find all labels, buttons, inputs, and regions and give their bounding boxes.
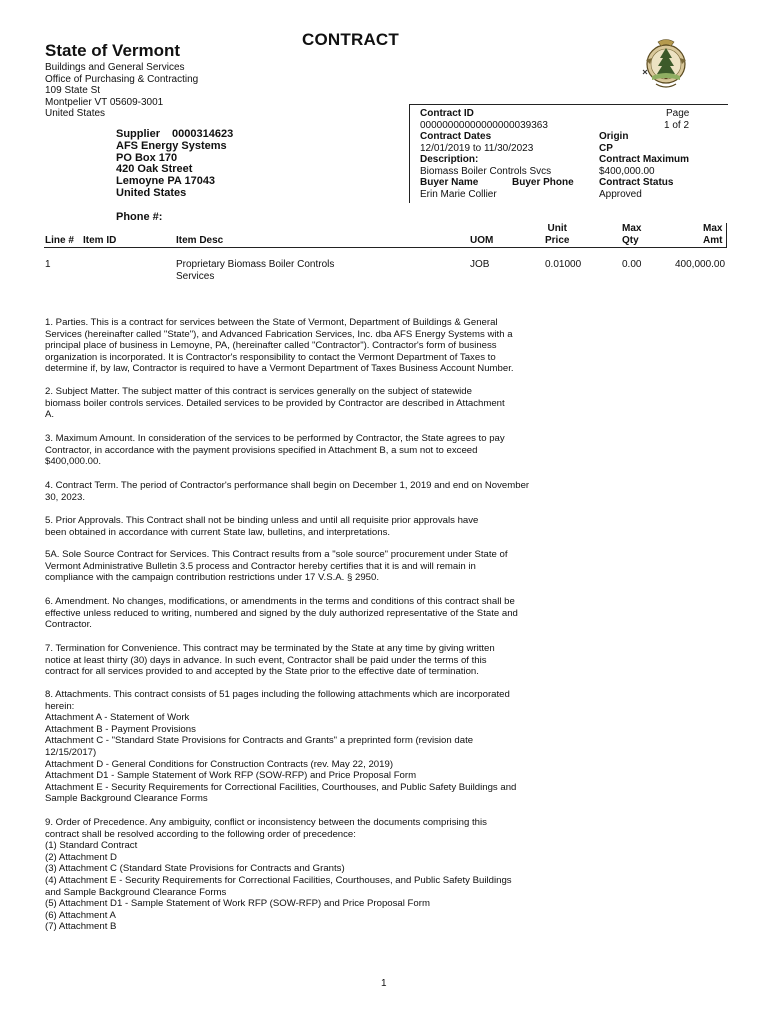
- issuer-name: State of Vermont: [45, 41, 181, 60]
- paragraph-line: $400,000.00.: [45, 456, 102, 468]
- contract-dates-value: 12/01/2019 to 11/30/2023: [420, 143, 534, 154]
- supplier-address-line: 420 Oak Street: [116, 163, 193, 176]
- paragraph-line: 5. Prior Approvals. This Contract shall not be binding unless and until all requisite prior approvals have: [45, 515, 479, 526]
- paragraph-line: Attachment C - "Standard State Provisions for Contracts and Grants" a preprinted form (revision date: [45, 735, 474, 747]
- address-line: Buildings and General Services: [45, 62, 185, 73]
- paragraph-line: 8. Attachments. This contract consists of 51 pages including the following attachments which are incorporated: [45, 689, 510, 700]
- col-max-qty-header-1: Max: [622, 223, 642, 234]
- paragraph-line: (6) Attachment A: [45, 909, 116, 921]
- paragraph-line: and Sample Background Clearance Forms: [45, 886, 227, 898]
- paragraph-line: 1. Parties. This is a contract for services between the State of Vermont, Department of Buildings & General: [45, 317, 498, 328]
- col-uom-header: UOM: [470, 235, 494, 246]
- col-item-desc-header: Item Desc: [176, 235, 224, 246]
- section-attachments: [45, 689, 565, 805]
- paragraph-line: 9. Order of Precedence. Any ambiguity, conflict or inconsistency between the documents comprising this: [45, 817, 487, 828]
- paragraph-line: Attachment D - General Conditions for Construction Contracts (rev. May 22, 2019): [45, 758, 394, 770]
- supplier-id: 0000314623: [172, 128, 234, 140]
- paragraph-line: A.: [45, 409, 55, 421]
- description-value: Biomass Boiler Controls Svcs: [420, 166, 552, 177]
- col-line-header: Line #: [45, 235, 74, 246]
- paragraph-line: (4) Attachment E - Security Requirements for Correctional Facilities, Courthouses, and Public Safety Buildings: [45, 874, 512, 886]
- paragraph-line: Vermont Administrative Bulletin 3.5 process and Contractor hereby certifies that it is and will remain in: [45, 560, 476, 572]
- supplier-label: Supplier: [116, 128, 161, 140]
- paragraph-line: compliance with the campaign contribution restrictions under 17 V.S.A. § 2950.: [45, 572, 380, 584]
- page-value: 1 of 2: [664, 120, 690, 131]
- paragraph-line: 5A. Sole Source Contract for Services. This Contract results from a "sole source" procurement under State of: [45, 549, 508, 560]
- row-line-number: 1: [45, 259, 51, 270]
- address-line: Office of Purchasing & Contracting: [45, 73, 199, 85]
- row-uom: JOB: [470, 259, 490, 270]
- section-subject-matter: [45, 386, 565, 421]
- paragraph-line: Attachment D1 - Sample Statement of Work RFP (SOW-RFP) and Price Proposal Form: [45, 770, 417, 782]
- paragraph-line: been obtained in accordance with current State law, bulletins, and interpretations.: [45, 526, 391, 538]
- origin-label: Origin: [599, 131, 629, 142]
- paragraph-line: contract for all services provided to and accepted by the State prior to the effective date of termination.: [45, 666, 479, 678]
- paragraph-line: contract shall be resolved according to the following order of precedence:: [45, 828, 356, 840]
- col-unit-price-header-1: Unit: [547, 223, 567, 234]
- paragraph-line: 30, 2023.: [45, 491, 86, 503]
- paragraph-line: 12/15/2017): [45, 746, 97, 758]
- supplier-block: [116, 129, 233, 200]
- row-item-desc: Proprietary Biomass Boiler Controls: [176, 259, 335, 270]
- description-label: Description:: [420, 154, 479, 165]
- contract-maximum-value: $400,000.00: [599, 166, 655, 177]
- address-line: United States: [45, 108, 106, 120]
- col-item-id-header: Item ID: [83, 235, 117, 246]
- col-max-amt-header-1: Max: [703, 223, 723, 234]
- paragraph-line: Contractor.: [45, 619, 92, 631]
- paragraph-line: Sample Background Clearance Forms: [45, 793, 208, 805]
- document-title: CONTRACT: [302, 30, 399, 49]
- issuer-address: [45, 62, 198, 120]
- contract-dates-label: Contract Dates: [420, 131, 492, 142]
- paragraph-line: (2) Attachment D: [45, 851, 117, 863]
- buyer-phone-label: Buyer Phone: [512, 177, 574, 188]
- contract-id-value: 00000000000000000039363: [420, 120, 548, 131]
- paragraph-line: biomass boiler controls services. Detailed services to be provided by Contractor are described in Attachment: [45, 397, 505, 409]
- section-amendment: [45, 596, 565, 631]
- contract-status-label: Contract Status: [599, 177, 674, 188]
- row-max-qty: 0.00: [622, 259, 642, 270]
- paragraph-line: Services (hereinafter called "State"), and Advanced Fabrication Services, Inc. dba AFS Energy Systems with a: [45, 328, 513, 340]
- paragraph-line: (5) Attachment D1 - Sample Statement of Work RFP (SOW-RFP) and Price Proposal Form: [45, 898, 430, 910]
- supplier-name: AFS Energy Systems: [116, 139, 227, 152]
- col-unit-price-header-2: Price: [545, 235, 570, 246]
- col-max-qty-header-2: Qty: [622, 235, 639, 246]
- state-seal-icon: [638, 36, 694, 92]
- buyer-name-label: Buyer Name: [420, 177, 479, 188]
- origin-value: CP: [599, 143, 613, 154]
- supplier-address-line: PO Box 170: [116, 151, 178, 164]
- contract-status-value: Approved: [599, 189, 642, 200]
- supplier-address-line: Lemoyne PA 17043: [116, 175, 216, 188]
- section-contract-term: [45, 480, 565, 503]
- paragraph-line: (3) Attachment C (Standard State Provisions for Contracts and Grants): [45, 863, 345, 875]
- col-max-amt-header-2: Amt: [703, 235, 723, 246]
- row-max-amt: 400,000.00: [675, 259, 726, 270]
- paragraph-line: principal place of business in Lemoyne, PA, (hereinafter called "Contractor"). Contractor's form of business: [45, 340, 497, 352]
- paragraph-line: Attachment B - Payment Provisions: [45, 723, 196, 735]
- section-prior-approvals: [45, 515, 565, 538]
- paragraph-line: herein:: [45, 700, 75, 712]
- contract-id-label: Contract ID: [420, 108, 474, 119]
- paragraph-line: 6. Amendment. No changes, modifications, or amendments in the terms and conditions of this contract shall be: [45, 596, 515, 607]
- paragraph-line: organization is incorporated. It is Contractor's responsibility to contact the Vermont Department of Taxes to: [45, 351, 496, 363]
- section-sole-source: [45, 549, 565, 584]
- section-maximum-amount: [45, 433, 565, 468]
- paragraph-line: effective unless reduced to writing, numbered and signed by the duly authorized representative of the State and: [45, 607, 518, 619]
- section-parties: [45, 317, 565, 375]
- page-number: 1: [381, 978, 387, 989]
- buyer-name-value: Erin Marie Collier: [420, 189, 497, 200]
- row-unit-price: 0.01000: [545, 259, 582, 270]
- paragraph-line: 2. Subject Matter. The subject matter of this contract is services generally on the subject of statewide: [45, 386, 472, 397]
- supplier-address-line: United States: [116, 186, 187, 199]
- paragraph-line: Attachment E - Security Requirements for Correctional Facilities, Courthouses, and Public Safety Buildings and: [45, 781, 517, 793]
- section-termination: [45, 643, 565, 678]
- row-item-desc-cont: Services: [176, 271, 215, 282]
- paragraph-line: Attachment A - Statement of Work: [45, 712, 190, 724]
- paragraph-line: notice at least thirty (30) days in advance. In such event, Contractor shall be paid under the terms of this: [45, 654, 487, 666]
- paragraph-line: 3. Maximum Amount. In consideration of the services to be performed by Contractor, the State agrees to pay: [45, 433, 505, 444]
- paragraph-line: 4. Contract Term. The period of Contractor's performance shall begin on December 1, 2019 and end on November: [45, 480, 530, 491]
- page-label: Page: [666, 108, 690, 119]
- section-order-of-precedence: [45, 817, 565, 933]
- phone-label: Phone #:: [116, 211, 163, 223]
- paragraph-line: Contractor, in accordance with the payment provisions specified in Attachment B, a sum not to exceed: [45, 444, 478, 456]
- paragraph-line: determine if, by law, Contractor is required to have a Vermont Department of Taxes Business Account Number.: [45, 363, 514, 375]
- paragraph-line: 7. Termination for Convenience. This contract may be terminated by the State at any time by giving written: [45, 643, 495, 654]
- address-line: 109 State St: [45, 85, 101, 97]
- address-line: Montpelier VT 05609-3001: [45, 96, 164, 108]
- contract-maximum-label: Contract Maximum: [599, 154, 690, 165]
- paragraph-line: (1) Standard Contract: [45, 840, 138, 852]
- paragraph-line: (7) Attachment B: [45, 921, 117, 933]
